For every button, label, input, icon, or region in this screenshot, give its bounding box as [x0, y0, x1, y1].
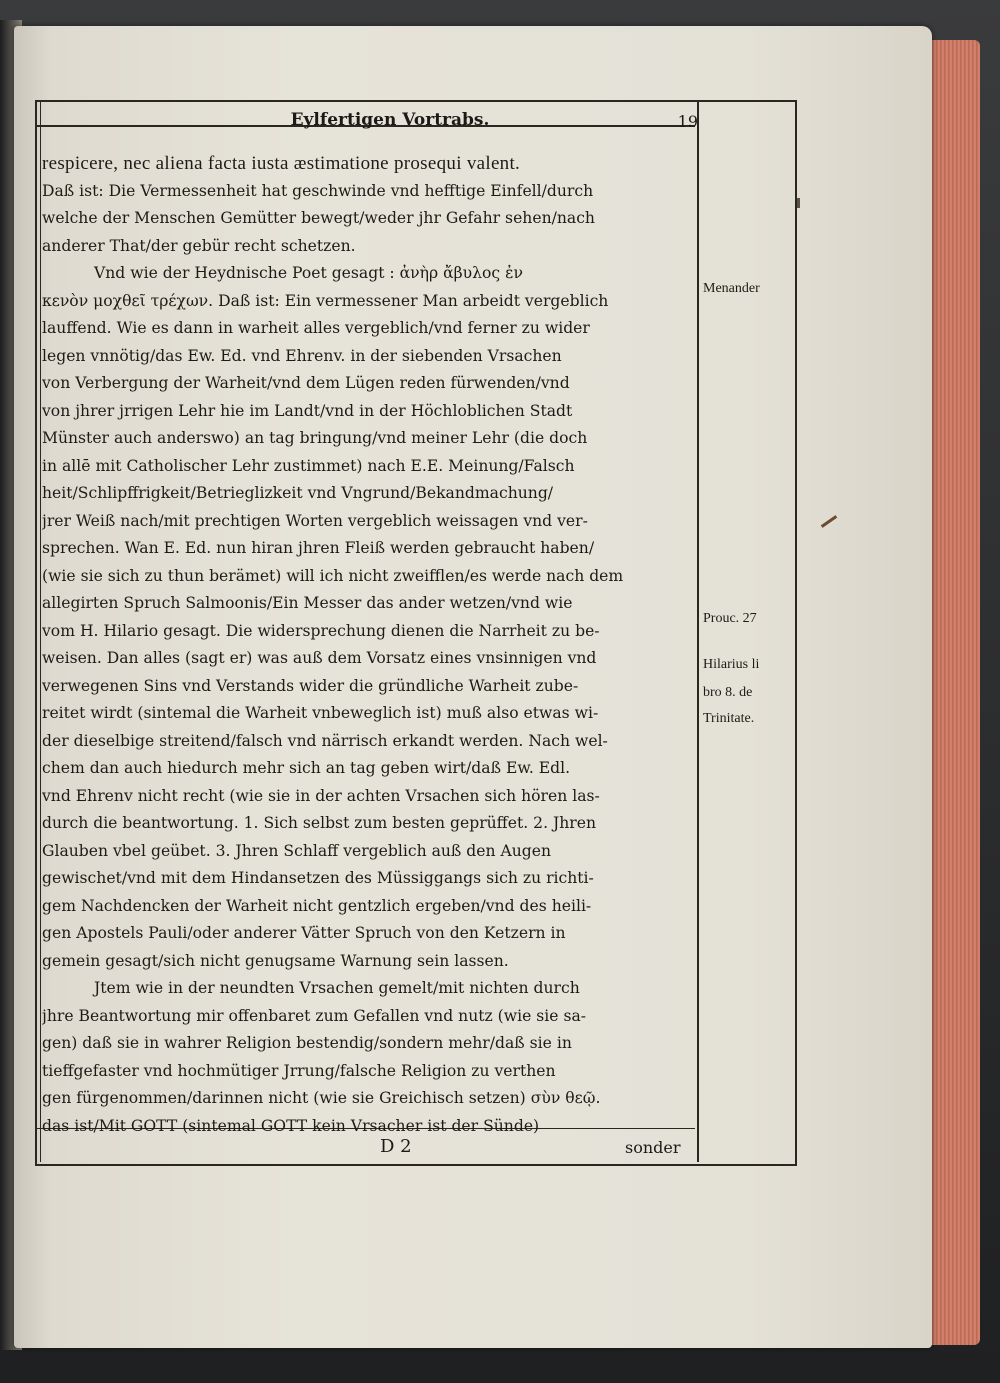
ink-dot [797, 198, 800, 208]
text-line: durch die beantwortung. 1. Sich selbst zum besten geprüffet. 2. Jhren [42, 814, 597, 832]
text-line: lauffend. Wie es dann in warheit alles vergeblich/vnd ferner zu wider [42, 319, 590, 337]
text-line: verwegenen Sins vnd Verstands wider die gründliche Warheit zube- [42, 676, 579, 695]
text-line: respicere, nec aliena facta iusta æstimatione prosequi valent. [42, 153, 521, 174]
text-line: von Verbergung der Warheit/vnd dem Lügen reden fürwenden/vnd [42, 374, 570, 392]
catchword: sonder [625, 1138, 681, 1157]
text-line: anderer That/der gebür recht schetzen. [42, 236, 356, 255]
text-line: jhre Beantwortung mir offenbaret zum Gefallen vnd nutz (wie sie sa- [42, 1006, 587, 1025]
text-line: heit/Schlipffrigkeit/Betrieglizkeit vnd Vngrund/Bekandmachung/ [42, 484, 554, 502]
text-line: allegirten Spruch Salmoonis/Ein Messer das ander wetzen/vnd wie [42, 594, 573, 612]
text-line: Münster auch anderswo) an tag bringung/vnd meiner Lehr (die doch [42, 429, 588, 447]
text-line: reitet wirdt (sintemal die Warheit vnbeweglich ist) muß also etwas wi- [42, 704, 599, 722]
frame-inner-left-rule [40, 100, 41, 1162]
text-line: Glauben vbel geübet. 3. Jhren Schlaff vergeblich auß den Augen [42, 841, 552, 860]
text-line: tieffgefaster vnd hochmütiger Jrrung/falsche Religion zu verthen [42, 1061, 556, 1080]
margin-note-hilarius-3: Trinitate. [703, 711, 755, 726]
text-line: das ist/Mit GOTT (sintemal GOTT kein Vrsacher ist der Sünde) [42, 1116, 540, 1135]
signature-mark: D 2 [380, 1136, 412, 1157]
margin-note-proverbs: Prouc. 27 [703, 611, 757, 626]
body-text [42, 150, 694, 1135]
margin-note-menander: Menander [703, 281, 760, 296]
margin-column-rule [697, 100, 699, 1162]
margin-note-hilarius-1: Hilarius li [703, 657, 760, 672]
margin-note-hilarius-2: bro 8. de [703, 685, 753, 700]
text-line: (wie sie sich zu thun berämet) will ich nicht zweifflen/es werde nach dem [42, 566, 624, 585]
text-line: jrer Weiß nach/mit prechtigen Worten vergeblich weissagen vnd ver- [42, 511, 588, 530]
text-line: welche der Menschen Gemütter bewegt/weder jhr Gefahr sehen/nach [42, 209, 595, 227]
page-edges [925, 40, 980, 1345]
text-line: in allē mit Catholischer Lehr zustimmet) nach E.E. Meinung/Falsch [42, 456, 575, 475]
text-line: gen Apostels Pauli/oder anderer Vätter Spruch von den Ketzern in [42, 924, 566, 942]
text-line: legen vnnötig/das Ew. Ed. vnd Ehrenv. in der siebenden Vrsachen [42, 346, 562, 365]
text-line: κενὸν μοχθεῖ τρέχων. Daß ist: Ein vermessener Man arbeidt vergeblich [42, 291, 609, 310]
text-line: gemein gesagt/sich nicht genugsame Warnung sein lassen. [42, 951, 509, 970]
text-line: der dieselbige streitend/falsch vnd närrisch erkandt werden. Nach wel- [42, 731, 608, 750]
text-line: weisen. Dan alles (sagt er) was auß dem Vorsatz eines vnsinnigen vnd [42, 649, 597, 667]
text-line: Vnd wie der Heydnische Poet gesagt : ἀνὴρ ἄβυλος ἐν [94, 264, 523, 282]
page-number: 19 [677, 112, 698, 131]
text-line: gewischet/vnd mit dem Hindansetzen des Müssiggangs sich zu richti- [42, 869, 594, 887]
text-line: gen) daß sie in wahrer Religion bestendig/sondern mehr/daß sie in [42, 1034, 572, 1052]
text-line: sprechen. Wan E. Ed. nun hiran jhren Fleiß werden gebraucht haben/ [42, 539, 595, 557]
text-line: von jhrer jrrigen Lehr hie im Landt/vnd in der Höchloblichen Stadt [42, 401, 573, 420]
text-line: gen fürgenommen/darinnen nicht (wie sie Greichisch setzen) σὺν θεῷ. [42, 1089, 601, 1107]
text-line: Daß ist: Die Vermessenheit hat geschwinde vnd hefftige Einfell/durch [42, 181, 594, 200]
running-head: Eylfertigen Vortrabs. [290, 110, 490, 130]
text-line: chem dan auch hiedurch mehr sich an tag geben wirt/daß Ew. Edl. [42, 759, 571, 777]
text-line: vnd Ehrenv nicht recht (wie sie in der achten Vrsachen sich hören las- [42, 786, 600, 805]
text-line: gem Nachdencken der Warheit nicht gentzlich ergeben/vnd des heili- [42, 896, 592, 915]
text-line: vom H. Hilario gesagt. Die widersprechung dienen die Narrheit zu be- [42, 621, 600, 640]
text-line: Jtem wie in der neundten Vrsachen gemelt/mit nichten durch [94, 979, 580, 997]
